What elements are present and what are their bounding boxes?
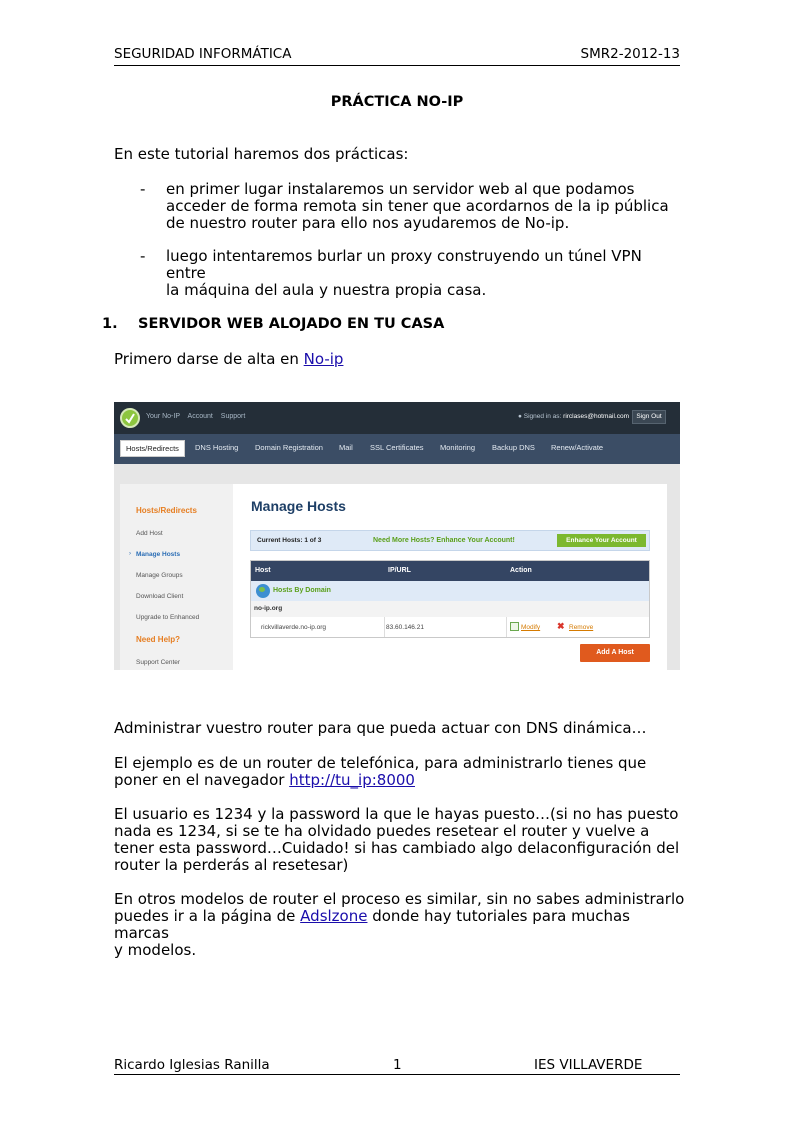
modify-link[interactable]: Modify: [521, 624, 541, 631]
remove-icon: ✖: [557, 621, 565, 631]
tab-hosts-redirects[interactable]: Hosts/Redirects: [120, 440, 185, 457]
other-models-paragraph: [114, 891, 686, 959]
signup-paragraph: [114, 351, 686, 368]
current-hosts-bar: [250, 530, 650, 551]
noip-logo-icon: [120, 408, 140, 428]
dns-paragraph: Administrar vuestro router para que pueda actuar con DNS dinámica…: [114, 719, 647, 737]
col-ip-url: IP/URL: [388, 567, 411, 574]
domain-row: [251, 601, 649, 617]
other-models-text: puedes ir a la página de: [114, 907, 301, 925]
header-course: SEGURIDAD INFORMÁTICA: [114, 46, 292, 62]
adslzone-link[interactable]: Adslzone: [300, 907, 368, 925]
user-icon: ●: [518, 413, 522, 420]
footer-page-number: 1: [393, 1057, 402, 1073]
sidebar-item-download-client[interactable]: Download Client: [136, 593, 184, 600]
noip-screenshot: [114, 402, 680, 670]
edit-icon: [510, 622, 519, 631]
noip-link[interactable]: No-ip: [303, 350, 344, 368]
cell-divider: [506, 617, 507, 637]
host-ip: 83.60.146.21: [386, 624, 424, 631]
nav-support[interactable]: Support: [220, 413, 246, 420]
hosts-by-domain-label: Hosts By Domain: [273, 587, 331, 594]
password-line: router la perderás al resetesar): [114, 856, 349, 874]
caret-right-icon: ›: [129, 551, 131, 557]
password-line: nada es 1234, si se te ha olvidado puedes resetear el router y vuelve a: [114, 822, 650, 840]
need-more-hosts: Need More Hosts? Enhance Your Account!: [373, 537, 515, 544]
sidebar-item-support-center[interactable]: Support Center: [136, 659, 181, 666]
noip-main-panel: [120, 484, 667, 670]
other-models-line: y modelos.: [114, 941, 197, 959]
cell-divider: [384, 617, 385, 637]
noip-topbar: [114, 402, 680, 434]
nav-account[interactable]: Account: [187, 413, 213, 420]
bullet-line: luego intentaremos burlar un proxy construyendo un túnel VPN entre: [166, 247, 642, 282]
sidebar-item-manage-groups[interactable]: Manage Groups: [136, 572, 183, 579]
signed-in-info: [518, 413, 629, 420]
bullet-line: acceder de forma remota sin tener que acordarnos de la ip pública: [166, 197, 669, 215]
bullet-line: la máquina del aula y nuestra propia casa.: [166, 281, 487, 299]
sidebar-item-upgrade[interactable]: Upgrade to Enhanced: [136, 614, 200, 621]
tab-domain-registration[interactable]: Domain Registration: [255, 443, 323, 452]
bullet-text: [166, 181, 686, 232]
page-footer: [114, 1057, 680, 1075]
section-title-text: SERVIDOR WEB ALOJADO EN TU CASA: [138, 316, 445, 332]
password-line: El usuario es 1234 y la password la que le hayas puesto…(si no has puesto: [114, 805, 679, 823]
add-host-button[interactable]: Add A Host: [580, 644, 650, 662]
tab-renew-activate[interactable]: Renew/Activate: [551, 443, 604, 452]
bullet-dash: -: [140, 247, 146, 265]
col-action: Action: [510, 567, 532, 574]
col-host: Host: [255, 567, 271, 574]
noip-sidebar: [120, 484, 233, 670]
sidebar-heading-help: Need Help?: [136, 635, 181, 644]
hosts-by-domain-row: [251, 581, 649, 601]
sidebar-heading-hosts: Hosts/Redirects: [136, 506, 197, 515]
router-paragraph: [114, 755, 686, 789]
bullet-dash: -: [140, 180, 146, 198]
other-models-line: [114, 908, 686, 942]
header-year: SMR2-2012-13: [580, 46, 680, 62]
router-url-link[interactable]: http://tu_ip:8000: [289, 771, 415, 789]
bullet-text: [166, 248, 686, 299]
tab-mail[interactable]: Mail: [339, 443, 353, 452]
globe-icon: [256, 584, 270, 598]
tab-backup-dns[interactable]: Backup DNS: [492, 443, 535, 452]
router-line: El ejemplo es de un router de telefónica, para administrarlo tienes que: [114, 754, 647, 772]
signup-text: Primero darse de alta en: [114, 350, 304, 368]
router-line-text: poner en el navegador: [114, 771, 290, 789]
tab-monitoring[interactable]: Monitoring: [440, 443, 476, 452]
other-models-line: En otros modelos de router el proceso es similar, sin no sabes administrarlo: [114, 890, 685, 908]
remove-link[interactable]: Remove: [569, 624, 594, 631]
sidebar-item-manage-hosts[interactable]: Manage Hosts: [136, 551, 181, 558]
page-header: [114, 46, 680, 66]
table-header: [251, 561, 649, 581]
password-line: tener esta password…Cuidado! si has cambiado algo delaconfiguración del: [114, 839, 680, 857]
noip-tab-bar: [114, 434, 680, 464]
sign-out-button[interactable]: Sign Out: [632, 410, 666, 424]
router-line: [114, 772, 686, 789]
hosts-table: [250, 560, 650, 638]
noip-top-nav: [146, 413, 251, 420]
document-title: PRÁCTICA NO-IP: [330, 94, 464, 110]
sidebar-item-add-host[interactable]: Add Host: [136, 530, 163, 537]
footer-author: Ricardo Iglesias Ranilla: [114, 1057, 270, 1073]
tab-ssl-certificates[interactable]: SSL Certificates: [370, 443, 424, 452]
bullet-line: de nuestro router para ello nos ayudaremos de No-ip.: [166, 214, 570, 232]
domain-name: no-ip.org: [254, 605, 283, 612]
current-hosts: [257, 537, 321, 544]
current-hosts-label: Current Hosts:: [257, 537, 303, 544]
password-paragraph: [114, 806, 686, 874]
signed-label: Signed in as:: [523, 413, 562, 420]
intro-paragraph: En este tutorial haremos dos prácticas:: [114, 145, 409, 163]
tab-dns-hosting[interactable]: DNS Hosting: [195, 443, 239, 452]
other-models-text: donde hay tutoriales para muchas marcas: [114, 907, 630, 942]
signed-email: rirclases@hotmail.com: [563, 413, 629, 420]
bullet-line: en primer lugar instalaremos un servidor web al que podamos: [166, 180, 635, 198]
manage-hosts-title: Manage Hosts: [251, 498, 346, 514]
footer-school: IES VILLAVERDE: [534, 1057, 643, 1073]
table-row: [251, 617, 649, 637]
nav-your-noip[interactable]: Your No-IP: [146, 413, 180, 420]
enhance-account-button[interactable]: Enhance Your Account: [557, 534, 646, 547]
section-number: 1.: [102, 316, 118, 332]
current-hosts-value: 1 of 3: [304, 537, 322, 544]
host-name: rickvillaverde.no-ip.org: [261, 624, 327, 631]
